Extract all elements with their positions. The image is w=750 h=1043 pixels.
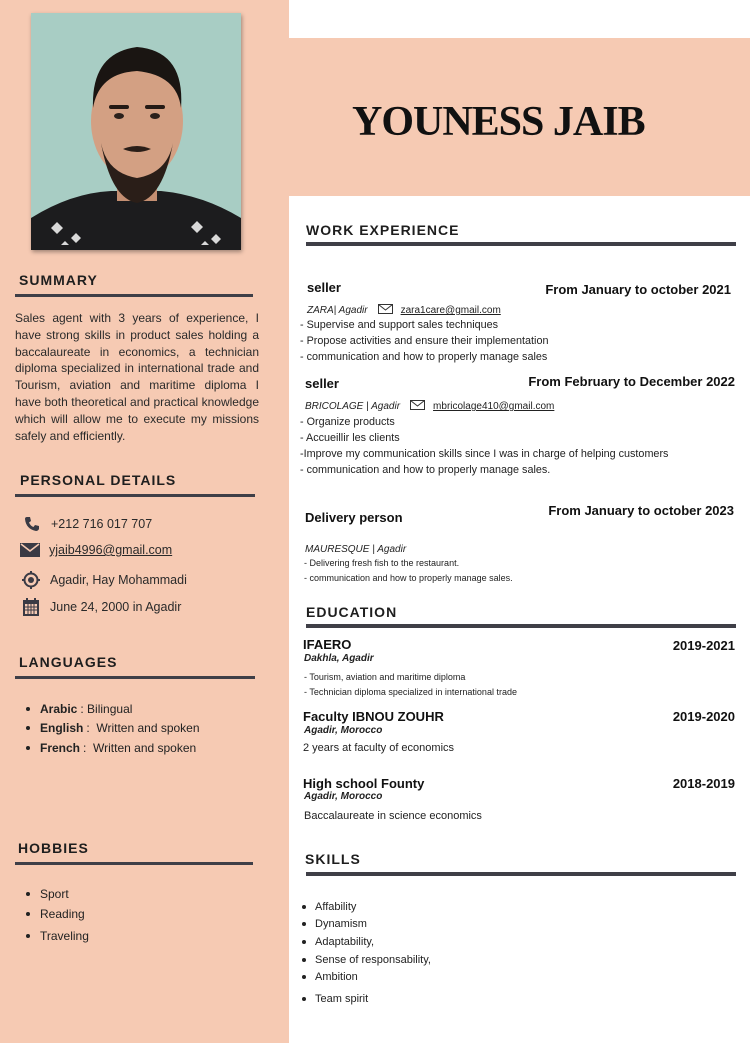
phone-row [21, 514, 152, 534]
skills-rule [306, 872, 736, 876]
job-date: From January to october 2023 [548, 503, 734, 518]
work-experience-title: WORK EXPERIENCE [306, 222, 460, 238]
email-row [19, 540, 172, 560]
hobby-item: Sport [26, 885, 89, 903]
language-item: Arabic : Bilingual [26, 700, 200, 718]
envelope-icon [19, 540, 41, 560]
calendar-icon [20, 597, 42, 617]
education-place: Dakhla, Agadir [304, 653, 374, 664]
skill-item: Affability [302, 898, 431, 916]
education-title: EDUCATION [306, 604, 398, 620]
job-company: MAURESQUE | Agadir [305, 544, 407, 555]
skill-item: Dynamism [302, 916, 431, 934]
profile-photo [31, 13, 241, 250]
summary-title: SUMMARY [19, 272, 98, 288]
personal-details-title: PERSONAL DETAILS [20, 472, 177, 488]
job-bullets: - Delivering fresh fish to the restaurant. - communication and how to properly manage sales. [304, 558, 513, 583]
skills-list [302, 898, 431, 1008]
skill-item: Sense of responsability, [302, 951, 431, 969]
hobbies-rule [15, 862, 253, 865]
skills-title: SKILLS [305, 851, 361, 867]
address-text: Agadir, Hay Mohammadi [50, 573, 187, 587]
birth-text: June 24, 2000 in Agadir [50, 600, 182, 614]
hobby-item: Traveling [26, 925, 89, 947]
languages-list [26, 700, 200, 758]
work-experience-rule [306, 242, 736, 246]
education-school: High school Founty [303, 776, 425, 791]
company-email-link[interactable]: zara1care@gmail.com [400, 305, 501, 316]
address-row [20, 570, 187, 590]
full-name: YOUNESS JAIB [352, 99, 645, 145]
skill-item: Team spirit [302, 990, 431, 1008]
summary-rule [15, 294, 253, 297]
job-bullets: - Supervise and support sales techniques - Propose activities and ensure their implementation - communication and how to properly manage sales [300, 319, 549, 363]
education-year: 2018-2019 [672, 776, 735, 791]
job-company: BRICOLAGE | Agadir mbricolage410@gmail.com [305, 401, 555, 412]
education-school: Faculty IBNOU ZOUHR [303, 709, 444, 724]
personal-details-rule [15, 494, 255, 497]
language-item: English : Written and spoken [26, 718, 200, 738]
birth-row [20, 597, 181, 617]
languages-title: LANGUAGES [19, 654, 118, 670]
phone-icon [21, 514, 43, 534]
education-year: 2019-2020 [672, 709, 735, 724]
job-bullets: - Organize products - Accueillir les clients -Improve my communication skills since I was in charge of helping customers - communication and how to properly manage sales. [300, 416, 669, 476]
education-year: 2019-2021 [672, 638, 735, 653]
language-item: French : Written and spoken [26, 738, 200, 758]
skill-item: Adaptability, [302, 933, 431, 951]
job-title: seller [305, 376, 339, 391]
education-text: Baccalaureate in science economics [304, 810, 482, 822]
envelope-icon [378, 304, 393, 317]
job-title: seller [307, 280, 341, 295]
education-text: 2 years at faculty of economics [303, 742, 455, 754]
job-title: Delivery person [305, 510, 403, 525]
summary-text: Sales agent with 3 years of experience, I have strong skills in product sales holding a baccalaureate in economics, a technician diploma specialized in international trade and Tourism, aviation and maritime diploma I have both theoretical and practical knowledge which will allow me to execute my missions safely and efficiently. [15, 311, 259, 443]
location-icon [20, 570, 42, 590]
email-link[interactable]: yjaib4996@gmail.com [49, 543, 173, 557]
education-school: IFAERO [303, 637, 352, 652]
education-place: Agadir, Morocco [304, 725, 383, 736]
hobbies-list [26, 885, 89, 947]
skill-item: Ambition [302, 968, 431, 986]
hobby-item: Reading [26, 903, 89, 925]
hobbies-title: HOBBIES [18, 840, 89, 856]
phone-text: +212 716 017 707 [51, 517, 153, 531]
education-place: Agadir, Morocco [304, 791, 383, 802]
education-details: - Tourism, aviation and maritime diploma - Technician diploma specialized in international trade [304, 672, 517, 697]
job-company: ZARA| Agadir zara1care@gmail.com [307, 305, 501, 316]
job-date: From February to December 2022 [528, 374, 735, 389]
job-date: From January to october 2021 [545, 282, 731, 297]
envelope-icon [410, 400, 425, 413]
company-email-link[interactable]: mbricolage410@gmail.com [433, 401, 555, 412]
education-rule [306, 624, 736, 628]
languages-rule [15, 676, 255, 679]
